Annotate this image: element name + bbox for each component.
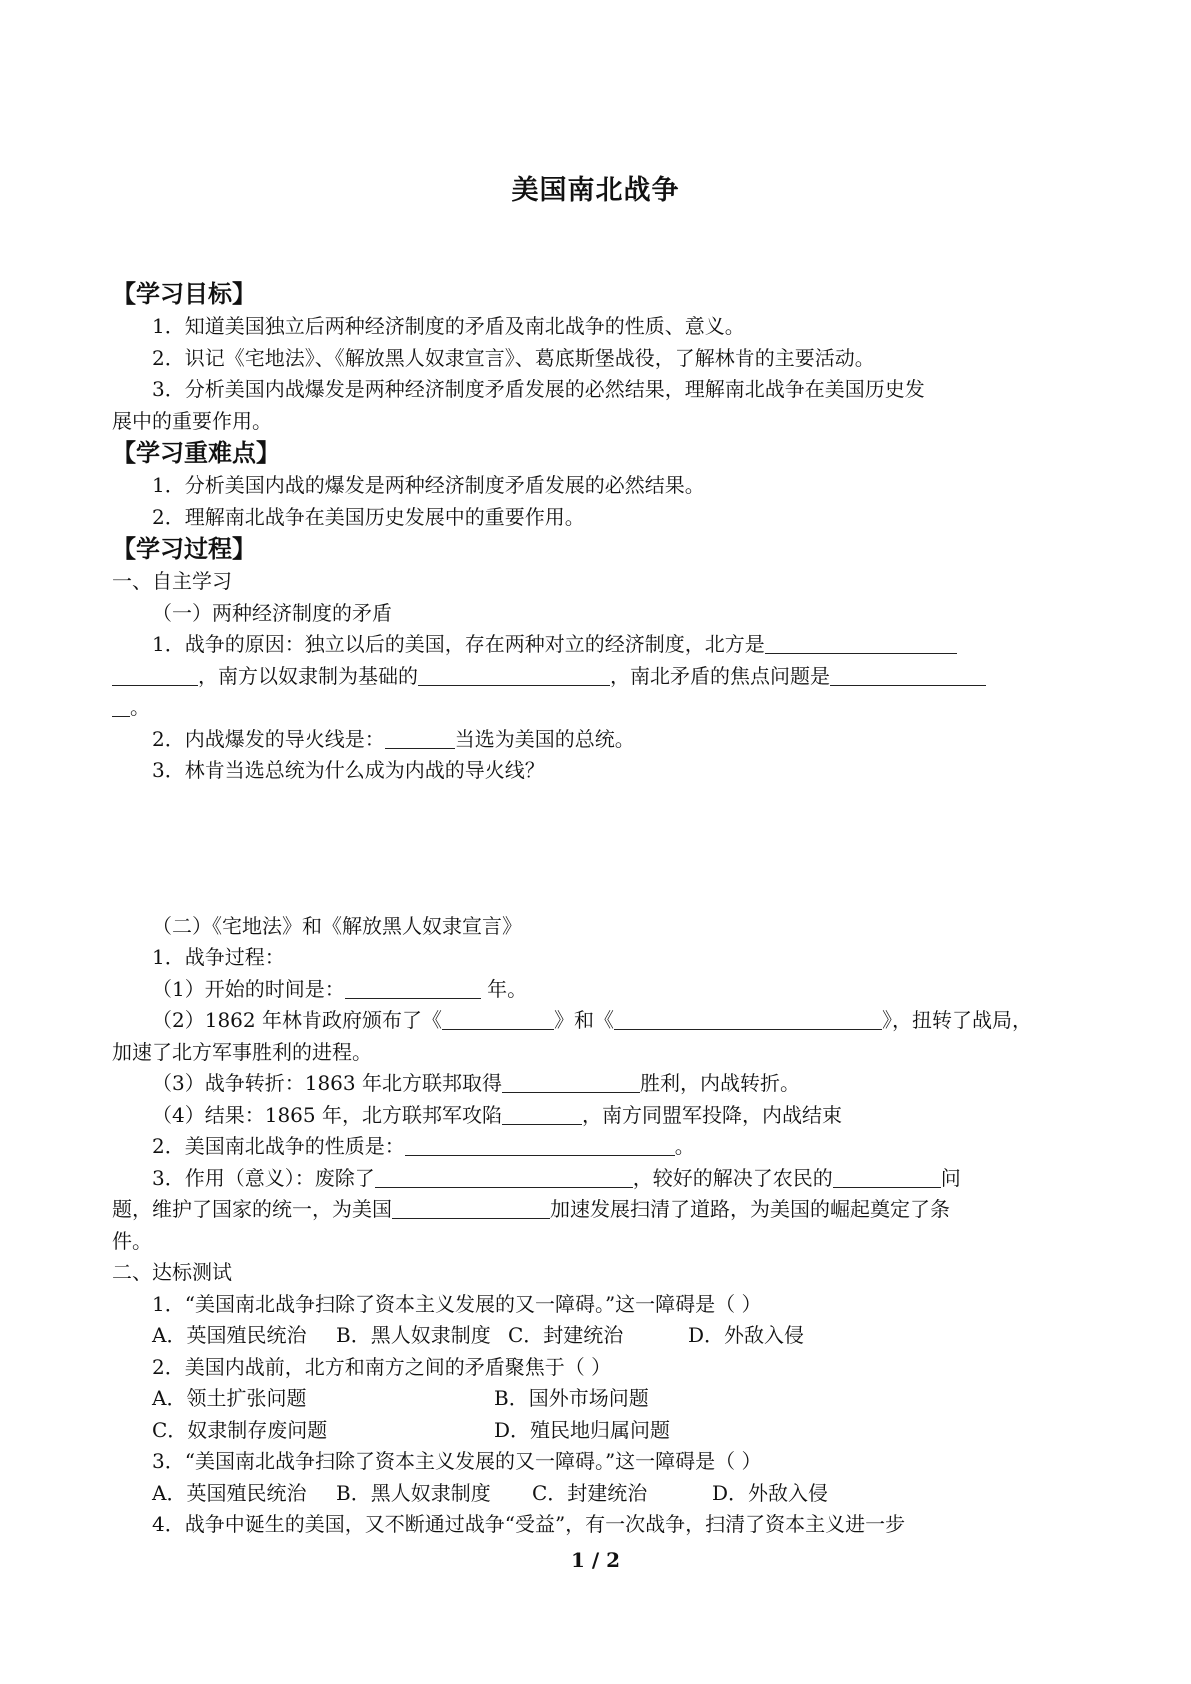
goal-item-3-line2: 展中的重要作用。	[112, 408, 272, 433]
war-process-item-2-text-b: 》和《	[553, 1008, 614, 1032]
test-question-3-options	[112, 1478, 1088, 1510]
test-question-2: 2．美国内战前，北方和南方之间的矛盾聚焦于（ ）	[152, 1354, 612, 1379]
question-2	[112, 724, 1088, 756]
test-question-2-options-row2	[112, 1415, 1088, 1447]
answer-blank[interactable]	[112, 696, 130, 717]
test-question-1: 1．“美国南北战争扫除了资本主义发展的又一障碍。”这一障碍是（ ）	[152, 1291, 762, 1316]
question-1-line2	[112, 661, 1088, 693]
war-process-item-1	[112, 974, 1088, 1006]
war-significance-line1	[112, 1163, 1088, 1195]
answer-blank[interactable]	[385, 728, 455, 749]
question-3: 3．林肯当选总统为什么成为内战的导火线？	[152, 758, 545, 782]
war-process-item-1-text: （1）开始的时间是：	[152, 976, 345, 1001]
subsection-economic-conflict: （一）两种经济制度的矛盾	[152, 600, 392, 625]
answer-blank[interactable]	[112, 665, 198, 686]
document-body	[112, 278, 1088, 1541]
question-1-end: 。	[130, 695, 150, 719]
option-a[interactable]: A．英国殖民统治	[152, 1323, 307, 1347]
war-process-item-2-line2: 加速了北方军事胜利的进程。	[112, 1039, 372, 1064]
war-significance-text-b: ，较好的解决了农民的	[632, 1165, 833, 1190]
test-question-4: 4．战争中诞生的美国，又不断通过战争“受益”，有一次战争，扫清了资本主义进一步	[152, 1512, 906, 1536]
answer-blank[interactable]	[833, 1167, 941, 1188]
question-2-text-a: 2．内战爆发的导火线是：	[152, 726, 385, 751]
question-1-text-c: ，南北矛盾的焦点问题是	[610, 663, 830, 688]
document-title: 美国南北战争	[511, 175, 680, 206]
goal-item-2: 2．识记《宅地法》、《解放黑人奴隶宣言》、葛底斯堡战役，了解林肯的主要活动。	[152, 345, 875, 370]
war-process-item-4-text-a: （4）结果：1865 年，北方联邦军攻陷	[152, 1102, 502, 1127]
option-c[interactable]: C．奴隶制存废问题	[152, 1417, 328, 1442]
war-process-item-3	[112, 1068, 1088, 1100]
war-nature	[112, 1131, 1088, 1163]
war-significance-text-e: 加速发展扫清了道路，为美国的崛起奠定了条	[550, 1197, 950, 1221]
war-process-item-2	[112, 1005, 1088, 1037]
war-process-item-2-text-c: 》，扭转了战局，	[881, 1008, 1032, 1032]
war-process-item-3-text-a: （3）战争转折：1863 年北方联邦取得	[152, 1071, 502, 1095]
war-process-item-2-text-a: （2）1862 年林肯政府颁布了《	[152, 1008, 442, 1032]
option-b[interactable]: B．国外市场问题	[494, 1386, 649, 1410]
page-number: 1 / 2	[570, 1548, 621, 1572]
question-1-text-a: 1．战争的原因：独立以后的美国，存在两种对立的经济制度，北方是	[152, 632, 765, 656]
option-a[interactable]: A．领土扩张问题	[152, 1386, 307, 1410]
war-process-item-4	[112, 1100, 1088, 1132]
option-d[interactable]: D．外敌入侵	[712, 1480, 829, 1505]
question-1-text-b: ，南方以奴隶制为基础的	[198, 663, 418, 688]
heading-learning-process: 【学习过程】	[112, 535, 256, 563]
option-b[interactable]: B．黑人奴隶制度	[336, 1480, 491, 1505]
test-question-1-options	[112, 1320, 1088, 1352]
option-a[interactable]: A．英国殖民统治	[152, 1480, 307, 1505]
answer-blank[interactable]	[765, 633, 957, 654]
option-c[interactable]: C．封建统治	[532, 1480, 648, 1505]
section-self-study: 一、自主学习	[112, 569, 232, 593]
key-point-2: 2．理解南北战争在美国历史发展中的重要作用。	[152, 504, 585, 529]
goal-item-3-line1: 3．分析美国内战爆发是两种经济制度矛盾发展的必然结果，理解南北战争在美国历史发	[152, 377, 925, 401]
war-nature-text: 2．美国南北战争的性质是：	[152, 1134, 405, 1158]
war-process-item-1-end: 年。	[480, 976, 528, 1001]
war-process-item-4-text-b: ，南方同盟军投降，内战结束	[581, 1102, 842, 1127]
answer-blank[interactable]	[418, 665, 610, 686]
war-significance-text-a: 3．作用（意义）：废除了	[152, 1165, 375, 1190]
section-standard-test: 二、达标测试	[112, 1260, 232, 1284]
war-process-title: 1．战争过程：	[152, 945, 285, 969]
answer-blank[interactable]	[405, 1135, 675, 1156]
answer-space	[112, 787, 1088, 911]
war-nature-end: 。	[674, 1134, 695, 1158]
question-1-line1	[112, 629, 1088, 661]
answer-blank[interactable]	[392, 1198, 550, 1219]
goal-item-1: 1．知道美国独立后两种经济制度的矛盾及南北战争的性质、意义。	[152, 314, 745, 338]
question-2-text-b: 当选为美国的总统。	[454, 726, 635, 751]
option-d[interactable]: D．殖民地归属问题	[494, 1417, 671, 1442]
question-1-line3	[112, 692, 1088, 724]
war-significance-line3: 件。	[112, 1228, 152, 1253]
war-process-item-3-text-b: 胜利，内战转折。	[639, 1071, 800, 1095]
test-question-3: 3．“美国南北战争扫除了资本主义发展的又一障碍。”这一障碍是（ ）	[152, 1449, 762, 1473]
answer-blank[interactable]	[830, 665, 986, 686]
option-d[interactable]: D．外敌入侵	[688, 1323, 805, 1347]
answer-blank[interactable]	[502, 1104, 582, 1125]
heading-key-points: 【学习重难点】	[112, 439, 280, 467]
answer-blank[interactable]	[442, 1009, 554, 1030]
subsection-homestead-act: （二）《宅地法》和《解放黑人奴隶宣言》	[152, 913, 522, 938]
test-question-2-options-row1	[112, 1383, 1088, 1415]
war-significance-line2	[112, 1194, 1088, 1226]
heading-learning-goals: 【学习目标】	[112, 280, 256, 308]
answer-blank[interactable]	[502, 1072, 640, 1093]
war-significance-text-d: 题，维护了国家的统一，为美国	[112, 1197, 392, 1221]
answer-blank[interactable]	[345, 978, 481, 999]
answer-blank[interactable]	[614, 1009, 882, 1030]
answer-blank[interactable]	[375, 1167, 633, 1188]
war-significance-text-c: 问	[940, 1165, 961, 1190]
option-c[interactable]: C．封建统治	[508, 1323, 624, 1347]
key-point-1: 1．分析美国内战的爆发是两种经济制度矛盾发展的必然结果。	[152, 473, 705, 497]
option-b[interactable]: B．黑人奴隶制度	[336, 1323, 491, 1347]
